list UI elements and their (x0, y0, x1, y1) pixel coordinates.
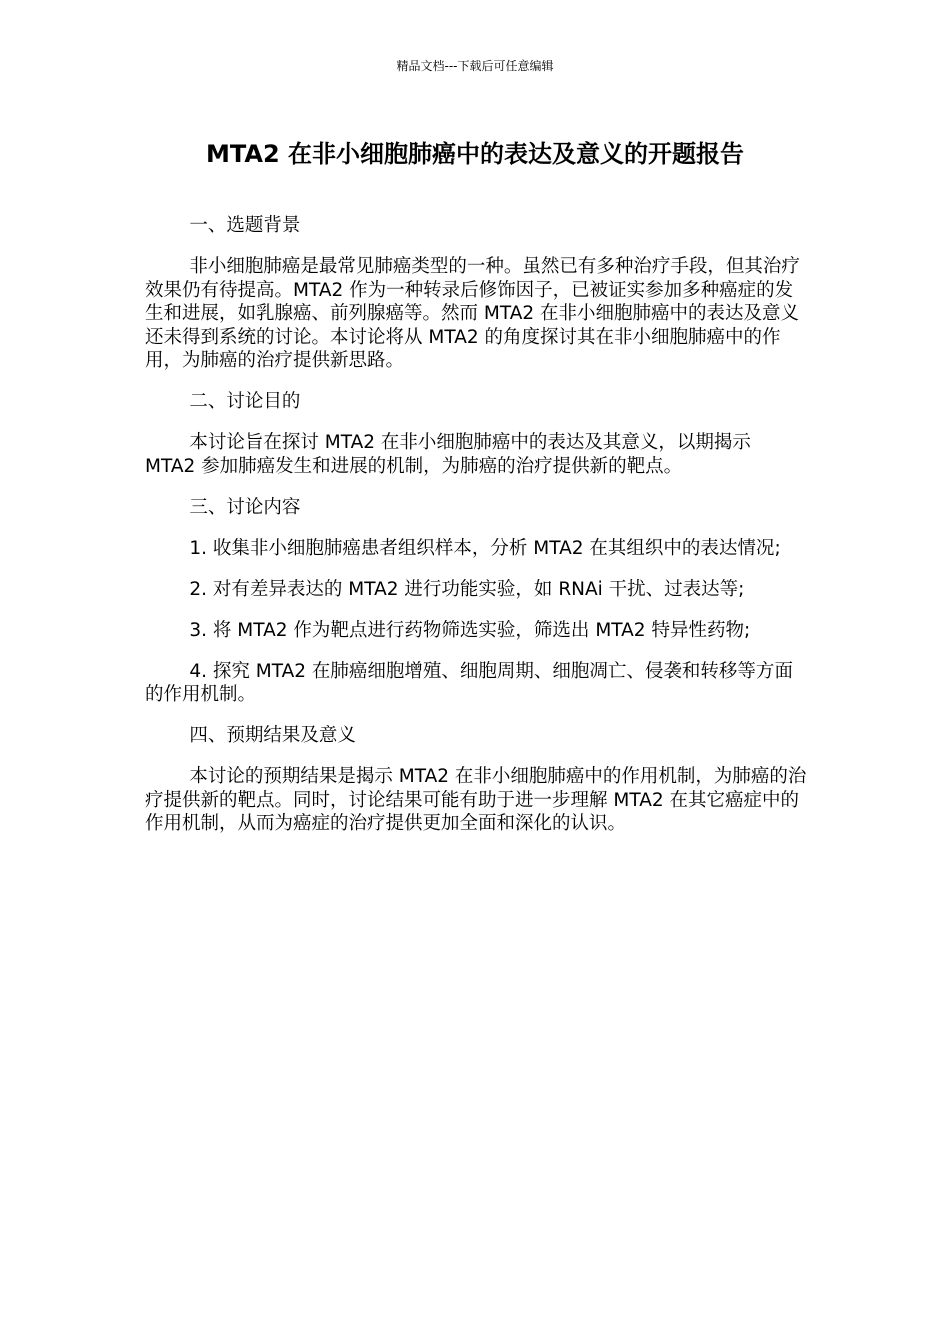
content-item-4: 4. 探究 MTA2 在肺癌细胞增殖、细胞周期、细胞凋亡、侵袭和转移等方面的作用机制。 (145, 660, 793, 705)
paragraph-results: 本讨论的预期结果是揭示 MTA2 在非小细胞肺癌中的作用机制，为肺癌的治疗提供新的靶点。同时，讨论结果可能有助于进一步理解 MTA2 在其它癌症中的作用机制，从而为癌症的治疗提供更加全面和深化的认识。 (145, 766, 807, 834)
content-item-2: 2. 对有差异表达的 MTA2 进行功能实验，如 RNAi 干扰、过表达等; (189, 578, 745, 600)
paragraph-background: 非小细胞肺癌是最常见肺癌类型的一种。虽然已有多种治疗手段，但其治疗效果仍有待提高。MTA2 作为一种转录后修饰因子，已被证实参加多种癌症的发生和进展，如乳腺癌、前列腺癌等。然而 MTA2 在非小细胞肺癌中的表达及意义还未得到系统的讨论。本讨论将从 MTA2 的角度探讨其在非小细胞肺癌中的作用，为肺癌的治疗提供新思路。 (145, 256, 800, 371)
section-heading-results: 四、预期结果及意义 (189, 725, 356, 746)
section-heading-purpose: 二、讨论目的 (189, 391, 301, 412)
content-item-3: 3. 将 MTA2 作为靶点进行药物筛选实验，筛选出 MTA2 特异性药物; (189, 619, 751, 641)
content-item-1: 1. 收集非小细胞肺癌患者组织样本，分析 MTA2 在其组织中的表达情况; (189, 537, 781, 559)
document-body (145, 214, 807, 853)
section-heading-content: 三、讨论内容 (189, 496, 301, 518)
section-heading-background: 一、选题背景 (189, 215, 301, 236)
document-title: MTA2 在非小细胞肺癌中的表达及意义的开题报告 (205, 140, 745, 168)
header-note: 精品文档---下载后可任意编辑 (396, 59, 554, 73)
paragraph-purpose: 本讨论旨在探讨 MTA2 在非小细胞肺癌中的表达及其意义，以期揭示 MTA2 参加肺癌发生和进展的机制，为肺癌的治疗提供新的靶点。 (145, 432, 751, 477)
